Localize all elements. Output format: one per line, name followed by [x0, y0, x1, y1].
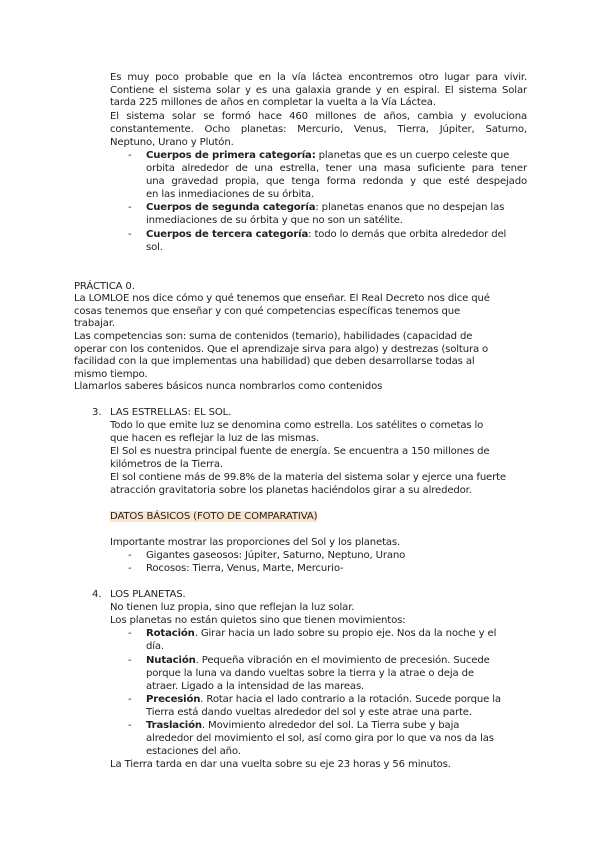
estrellas-line-3: El Sol es nuestra principal fuente de energía. Se encuentra a 150 millones de — [110, 446, 490, 457]
categoria-2-line-2: inmediaciones de su órbita y que no son un satélite. — [146, 215, 403, 226]
bullet-dash: - — [128, 150, 132, 161]
estrellas-line-2: que hacen es reflejar la luz de las mismas. — [110, 433, 320, 444]
estrellas-item-2: Rocosos: Tierra, Venus, Marte, Mercurio- — [146, 563, 344, 574]
planetas-line-2: Los planetas no están quietos sino que tienen movimientos: — [110, 615, 406, 626]
datos-basicos-heading — [110, 511, 317, 523]
traslacion-term: Traslación — [146, 720, 202, 731]
rotacion-line-1 — [146, 628, 496, 640]
precesion-term: Precesión — [146, 694, 201, 705]
categoria-1-line-4: en las inmediaciones de su órbita. — [146, 189, 314, 200]
intro-line-2: Contiene el sistema solar y es una galaxia grande y en espiral. El sistema Solar — [110, 85, 527, 96]
bullet-dash: - — [128, 720, 132, 731]
practica-title: PRÁCTICA 0. — [74, 281, 135, 292]
rotacion-text: . Girar hacia un lado sobre su propio eje. Nos da la noche y el — [194, 628, 497, 639]
intro-line-3: tarda 225 millones de años en completar la vuelta a la Vía Láctea. — [110, 97, 436, 108]
bullet-dash: - — [128, 202, 132, 213]
precesion-text: . Rotar hacia el lado contrario a la rotación. Sucede porque la — [200, 694, 501, 705]
bullet-dash: - — [128, 563, 132, 574]
bullet-dash: - — [128, 628, 132, 639]
categoria-2-term: Cuerpos de segunda categoría — [146, 202, 316, 213]
rotacion-term: Rotación — [146, 628, 195, 639]
bullet-dash: - — [128, 655, 132, 666]
importante-line: Importante mostrar las proporciones del Sol y los planetas. — [110, 537, 401, 548]
practica-line-8: Llamarlos saberes básicos nunca nombrarlos como contenidos — [74, 381, 383, 392]
bullet-dash: - — [128, 694, 132, 705]
traslacion-line-2: alrededor del movimiento el sol, así como gira por lo que va nos da las — [146, 733, 494, 744]
traslacion-line-1 — [146, 720, 459, 732]
practica-line-7: mismo tiempo. — [74, 369, 148, 380]
categoria-1-text: planetas que es un cuerpo celeste que — [315, 150, 510, 161]
categoria-1-line-1 — [146, 150, 509, 162]
estrellas-line-5: El sol contiene más de 99.8% de la materia del sistema solar y ejerce una fuerte — [110, 472, 506, 483]
practica-line-6: facilidad con la que implementas una habilidad) que deben desarrollarse todas al — [74, 356, 475, 367]
traslacion-text: . Movimiento alrededor del sol. La Tierra sube y baja — [201, 720, 460, 731]
section-3-title: LAS ESTRELLAS: EL SOL. — [110, 407, 232, 418]
intro-line-6: Neptuno, Urano y Plutón. — [110, 137, 234, 148]
categoria-2-line-1 — [146, 202, 504, 214]
intro-line-4: El sistema solar se formó hace 460 millones de años, cambia y evoluciona — [110, 111, 527, 122]
categoria-2-text: : planetas enanos que no despejan las — [315, 202, 505, 213]
bullet-dash: - — [128, 229, 132, 240]
categoria-3-term: Cuerpos de tercera categoría — [146, 229, 309, 240]
bullet-dash: - — [128, 550, 132, 561]
estrellas-line-1: Todo lo que emite luz se denomina como estrella. Los satélites o cometas lo — [110, 420, 484, 431]
section-3-number: 3. — [92, 407, 102, 418]
categoria-3-text: : todo lo demás que orbita alrededor del — [308, 229, 507, 240]
estrellas-line-6: atracción gravitatoria sobre los planetas haciéndolos girar a su alrededor. — [110, 485, 472, 496]
practica-line-4: Las competencias son: suma de contenidos (temario), habilidades (capacidad de — [74, 331, 473, 342]
section-4-number: 4. — [92, 589, 102, 600]
categoria-1-line-3: una gravedad propia, que tenga forma redonda y que esté despejado — [146, 176, 527, 187]
nutacion-line-2: porque la luna va dando vueltas sobre la tierra y la atrae o deja de — [146, 668, 474, 679]
practica-line-2: cosas tenemos que enseñar y con qué competencias específicas tenemos que — [74, 306, 461, 317]
precesion-line-1 — [146, 694, 501, 706]
precesion-line-2: Tierra está dando vueltas alrededor del sol y este atrae una parte. — [146, 707, 472, 718]
estrellas-line-4: kilómetros de la Tierra. — [110, 459, 224, 470]
nutacion-text: . Pequeña vibración en el movimiento de precesión. Sucede — [195, 655, 490, 666]
categoria-1-line-2: orbita alrededor de una estrella, tener una masa suficiente para tener — [146, 163, 527, 174]
rotacion-line-2: día. — [146, 641, 165, 652]
nutacion-line-3: atraer. Ligado a la intensidad de las mareas. — [146, 681, 365, 692]
intro-line-5: constantemente. Ocho planetas: Mercurio, Venus, Tierra, Júpiter, Saturno, — [110, 124, 527, 135]
practica-line-5: operar con los contenidos. Que el aprendizaje sirva para algo) y destrezas (soltura o — [74, 344, 489, 355]
planetas-line-1: No tienen luz propia, sino que reflejan la luz solar. — [110, 602, 355, 613]
section-4-title: LOS PLANETAS. — [110, 589, 186, 600]
nutacion-line-1 — [146, 655, 490, 667]
traslacion-line-3: estaciones del año. — [146, 746, 241, 757]
nutacion-term: Nutación — [146, 655, 196, 666]
datos-basicos-highlight: DATOS BÁSICOS (FOTO DE COMPARATIVA) — [110, 511, 318, 522]
planetas-closing: La Tierra tarda en dar una vuelta sobre su eje 23 horas y 56 minutos. — [110, 759, 451, 770]
practica-line-3: trabajar. — [74, 318, 115, 329]
categoria-3-line-2: sol. — [146, 242, 163, 253]
categoria-1-term: Cuerpos de primera categoría: — [146, 150, 316, 161]
estrellas-item-1: Gigantes gaseosos: Júpiter, Saturno, Neptuno, Urano — [146, 550, 406, 561]
practica-line-1: La LOMLOE nos dice cómo y qué tenemos que enseñar. El Real Decreto nos dice qué — [74, 293, 490, 304]
intro-line-1: Es muy poco probable que en la vía láctea encontremos otro lugar para vivir. — [110, 72, 527, 83]
categoria-3-line-1 — [146, 229, 506, 241]
